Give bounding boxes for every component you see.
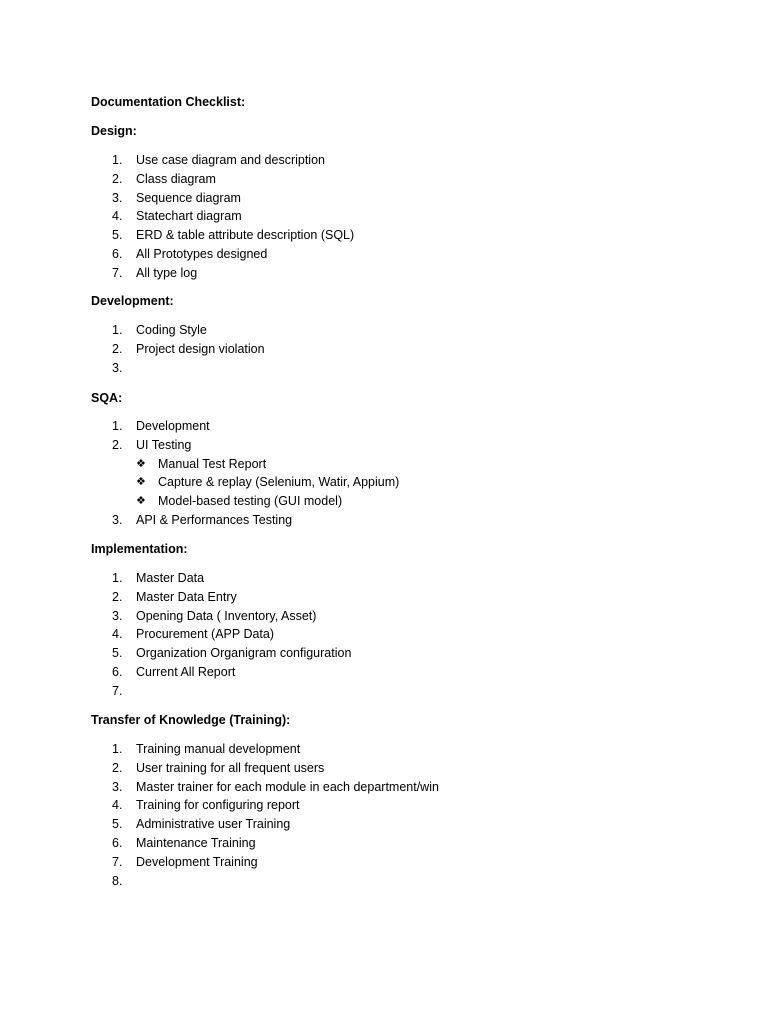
item-text: Training for configuring report (136, 798, 300, 813)
sub-item-text: Manual Test Report (158, 456, 267, 471)
item-number: 7. (112, 683, 123, 698)
section-heading: SQA: (91, 391, 123, 405)
item-number: 3. (112, 608, 123, 623)
item-text: Opening Data ( Inventory, Asset) (136, 608, 317, 623)
item-number: 8. (112, 873, 123, 888)
item-number: 3. (112, 190, 123, 205)
item-text: User training for all frequent users (136, 760, 325, 775)
item-number: 7. (112, 854, 123, 869)
item-number: 1. (112, 419, 123, 433)
item-number: 5. (112, 228, 123, 243)
item-number: 5. (112, 646, 123, 661)
section-heading: Design: (91, 124, 137, 138)
item-number: 2. (112, 171, 123, 186)
item-number: 2. (112, 589, 123, 604)
item-text: UI Testing (136, 437, 192, 452)
section-heading: Development: (91, 294, 174, 308)
item-text: All Prototypes designed (136, 247, 268, 261)
item-text: Master trainer for each module in each department/win (136, 779, 439, 794)
item-text: Sequence diagram (136, 190, 241, 205)
item-text: Maintenance Training (136, 836, 256, 850)
item-number: 6. (112, 665, 123, 679)
item-number: 1. (112, 323, 123, 337)
item-text: Master Data Entry (136, 589, 237, 604)
item-number: 2. (112, 760, 123, 775)
sub-item-text: Model-based testing (GUI model) (158, 494, 343, 509)
item-number: 6. (112, 247, 123, 261)
item-text: All type log (136, 265, 198, 280)
item-number: 1. (112, 153, 123, 167)
item-text: Master Data (136, 571, 205, 585)
item-number: 2. (112, 437, 123, 452)
item-number: 4. (112, 627, 123, 642)
item-text: Current All Report (136, 665, 236, 679)
item-text: Project design violation (136, 341, 265, 356)
item-text: Administrative user Training (136, 817, 291, 832)
item-number: 3. (112, 779, 123, 794)
page-title: Documentation Checklist: (91, 95, 246, 109)
section-heading: Transfer of Knowledge (Training): (91, 713, 291, 727)
item-number: 1. (112, 742, 123, 756)
item-number: 2. (112, 341, 123, 356)
item-number: 3. (112, 513, 123, 527)
item-text: Organization Organigram configuration (136, 646, 352, 661)
item-number: 5. (112, 817, 123, 832)
item-number: 6. (112, 836, 123, 850)
item-number: 4. (112, 798, 123, 813)
item-text: Class diagram (136, 171, 216, 186)
item-number: 3. (112, 360, 123, 375)
diamond-bullet-icon: ❖ (136, 495, 146, 508)
item-text: API & Performances Testing (136, 513, 293, 527)
diamond-bullet-icon: ❖ (136, 476, 146, 489)
item-text: Development Training (136, 854, 258, 869)
item-text: Coding Style (136, 323, 207, 337)
item-number: 7. (112, 265, 123, 280)
sub-item-text: Capture & replay (Selenium, Watir, Appium) (158, 475, 400, 490)
item-text: Training manual development (136, 742, 301, 756)
section-heading: Implementation: (91, 542, 188, 556)
item-number: 4. (112, 209, 123, 224)
item-number: 1. (112, 571, 123, 585)
item-text: Statechart diagram (136, 209, 242, 224)
item-text: ERD & table attribute description (SQL) (136, 228, 355, 243)
item-text: Procurement (APP Data) (136, 627, 275, 642)
item-text: Development (136, 419, 210, 433)
item-text: Use case diagram and description (136, 153, 325, 167)
diamond-bullet-icon: ❖ (136, 457, 146, 470)
